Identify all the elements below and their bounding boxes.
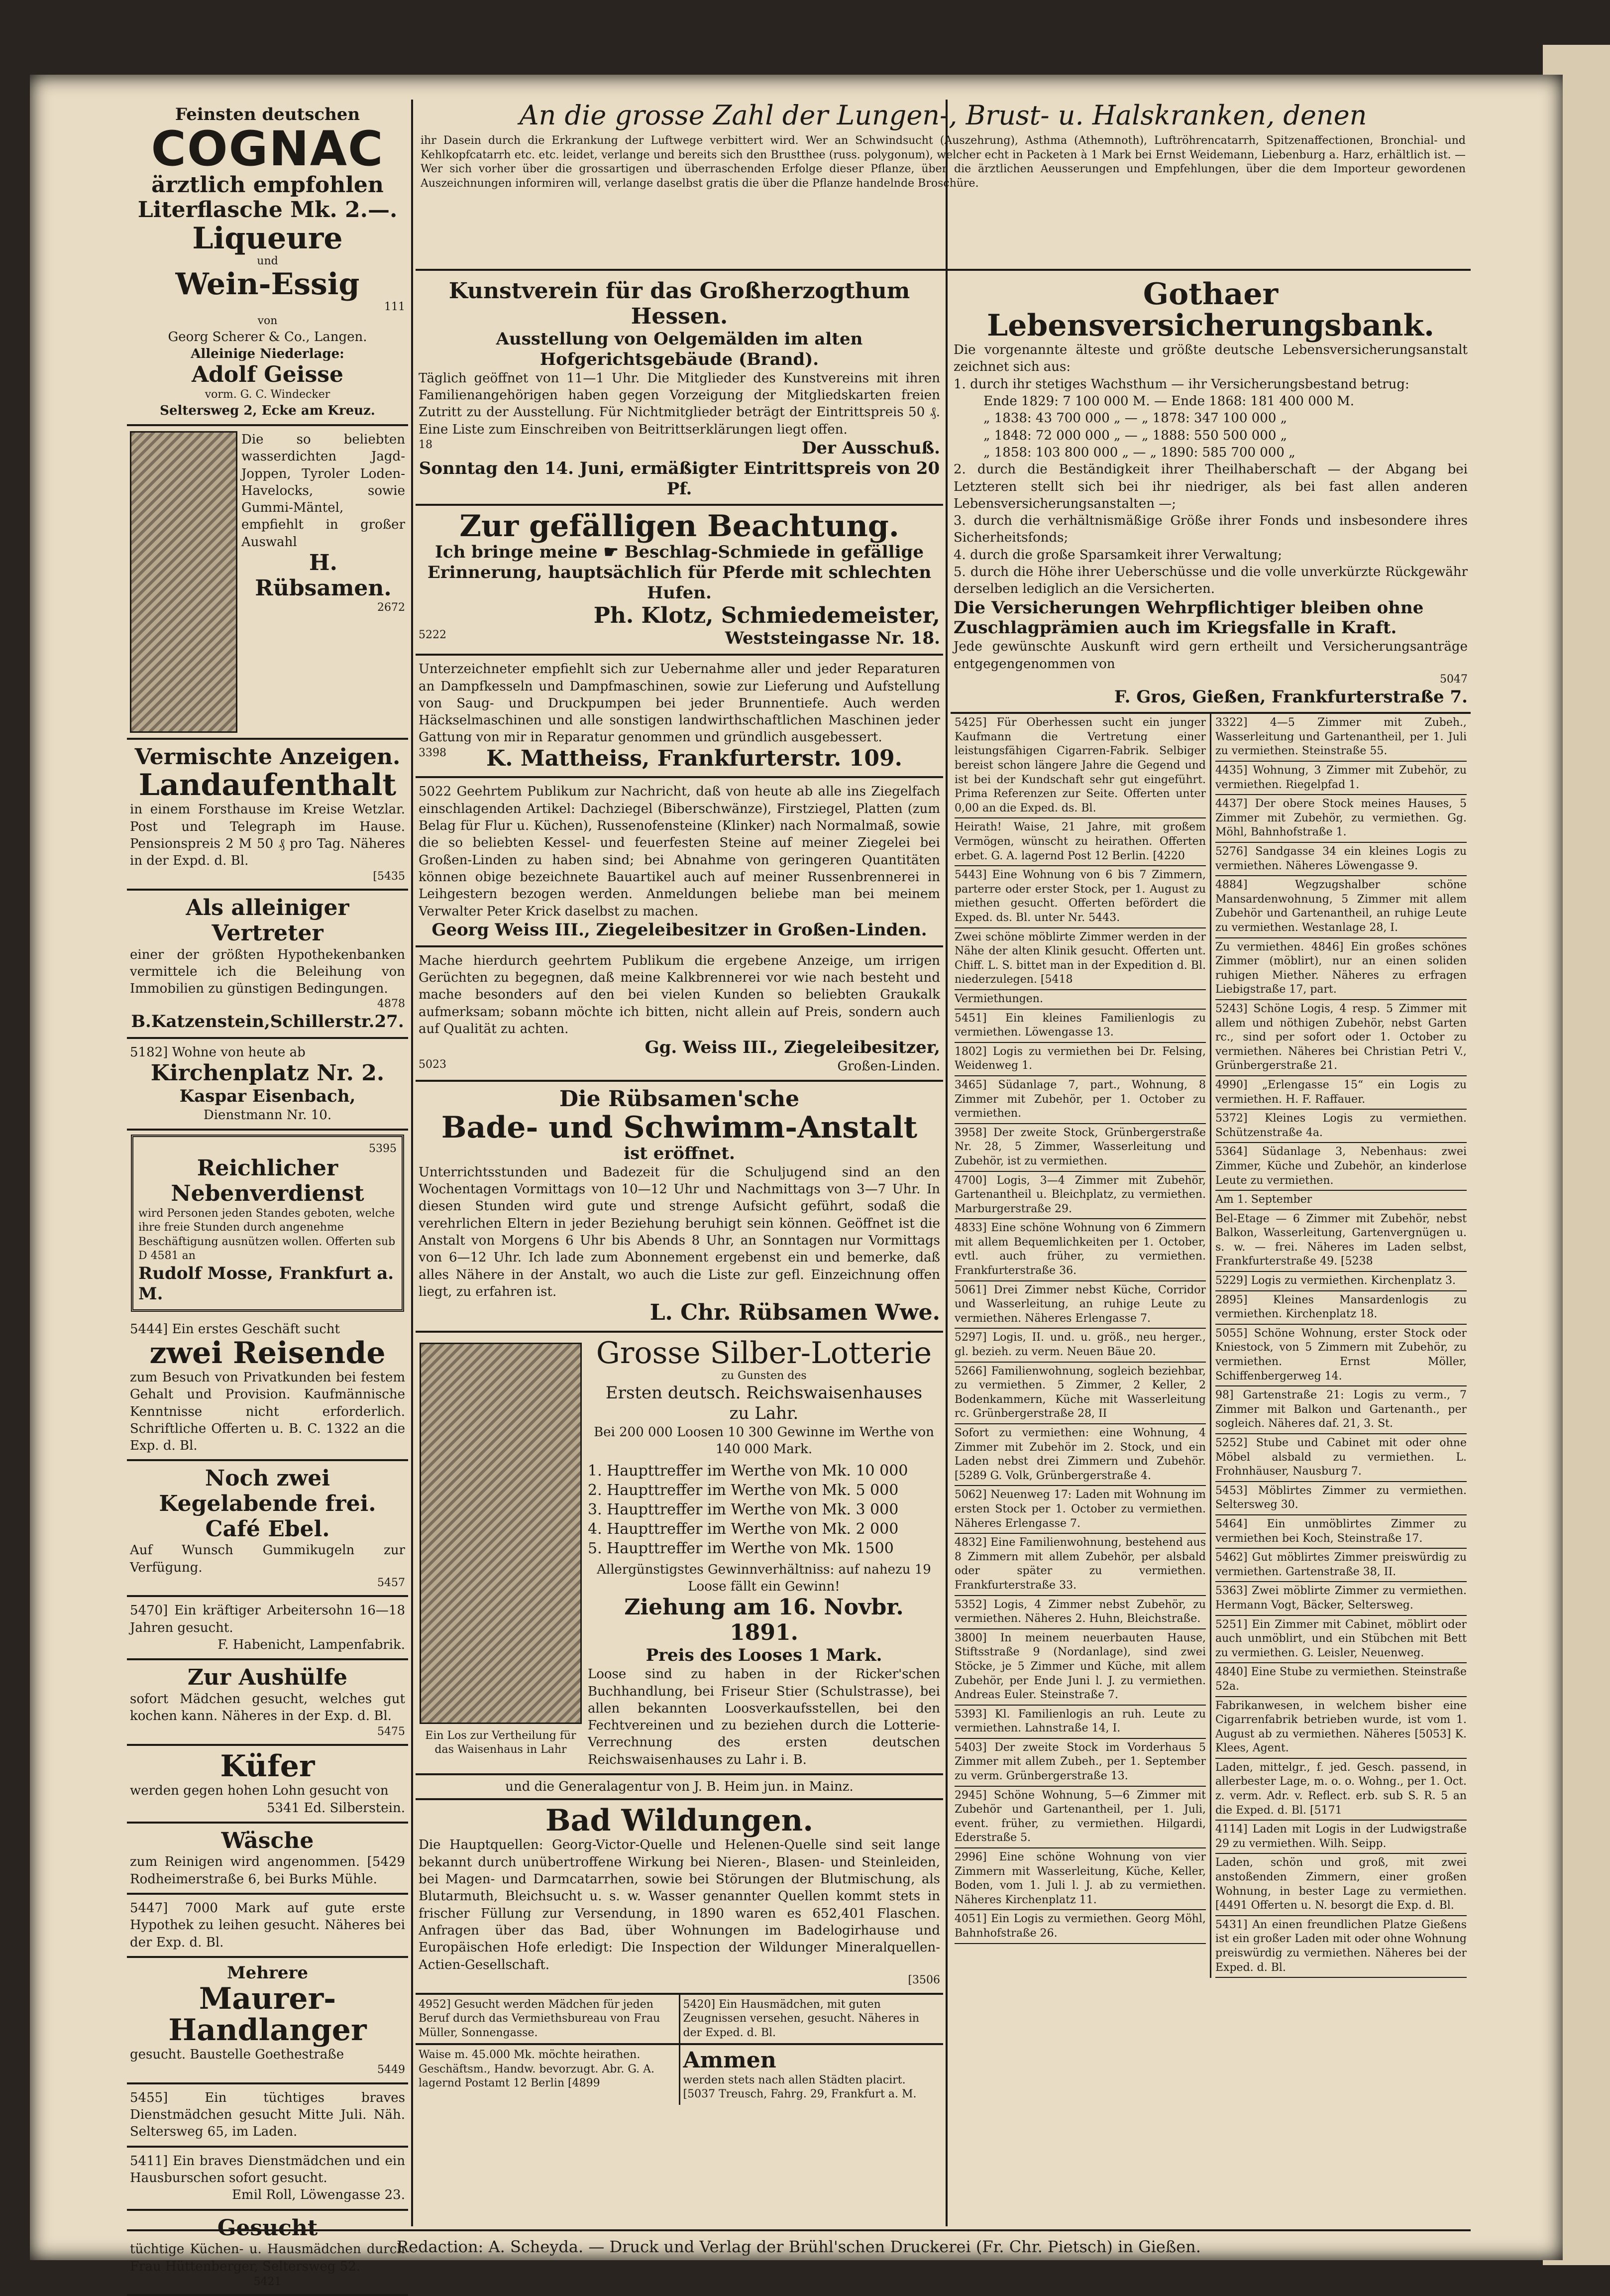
- nebenverdienst-ad: [131, 1135, 404, 1312]
- von: von: [257, 315, 278, 328]
- lot-preis: Preis des Looses 1 Mark.: [645, 1645, 882, 1666]
- gotha-1: 1. durch ihr stetiges Wachsthum — ihr Versicherungsbestand betrug:: [954, 376, 1409, 392]
- brustthee-banner: [416, 100, 1471, 271]
- ammen-text: werden stets nach allen Städten placirt. [5037 Treusch, Fahrg. 29, Frankfurt a. M.: [683, 2073, 917, 2101]
- classified-ad: Fabrikanwesen, in welchem bisher eine Cigarrenfabrik betrieben wurde, ist vom 1. August ab zu vermiethen. Näheres [5053] K. Klees, Agent.: [1215, 1697, 1467, 1759]
- man-in-coat-illustration: [130, 431, 237, 733]
- maedchen-ad: [127, 2084, 408, 2148]
- maedchen: 5455] Ein tüchtiges braves Dienstmädchen gesucht Mitte Juli. Näh. Seltersweg 65, im Laden.: [130, 2090, 405, 2140]
- lot-gunsten: zu Gunsten des: [721, 1369, 807, 1382]
- banner-text: ihr Dasein durch die Erkrankung der Luftwege verbittert wird. Wer an Schwindsucht (Auszehrung), Asthma (Athemnoth), Luftröhrencatarrh, Spitzenaffectionen, Bronchial- und Kehlkopfcatarrh etc. etc. leidet, verlange und bereits sich den Brustthee (russ. polygonum), welcher echt in Packeten à 1 Mark bei Ernst Weidemann, Liebenburg a. Harz, erhältlich ist. — Wer sich vorher über die grossartigen und überraschenden Erfolge dieser Pflanze, über die ärztlichen Aeusserungen und Empfehlungen, über die dem Importeur gewordenen Auszeichnungen informiren will, verlange daselbst gratis die über die Pflanze handelnde Broschüre.: [421, 134, 1466, 190]
- gesucht: Gesucht: [217, 2215, 318, 2241]
- schmiede-ad: [416, 506, 943, 656]
- weiss2-addr: Großen-Linden.: [837, 1059, 940, 1074]
- gotha-title: Gothaer Lebensversicherungsbank.: [987, 277, 1434, 343]
- classified-ad: 3465] Südanlage 7, part., Wohnung, 8 Zimmer mit Zubehör, per 1. October zu vermiethen.: [955, 1076, 1206, 1124]
- gothaer-ad: [951, 274, 1471, 714]
- column-left: [127, 100, 408, 2288]
- mad1: 4952] Gesucht werden Mädchen für jeden Beruf durch das Vermiethsbureau von Frau Müller, Sonnengasse.: [416, 1995, 680, 2044]
- child-with-lottery-illustration: [420, 1343, 582, 1724]
- classified-ad: 4840] Eine Stube zu vermiethen. Steinstraße 52a.: [1215, 1663, 1467, 1697]
- wildungen-ad: [416, 1800, 943, 1994]
- classified-ad: 5061] Drei Zimmer nebst Küche, Corridor und Wasserleitung, an ruhige Leute zu vermiethen. Näheres Erlengasse 7.: [955, 1281, 1206, 1329]
- classified-ad: 5297] Logis, II. und. u. größ., neu herger., gl. bezieh. zu verm. Neuen Bäue 20.: [955, 1329, 1206, 1362]
- cognac-line: ärztlich empfohlen Literflasche Mk. 2.—.: [137, 172, 398, 223]
- aush-text: sofort Mädchen gesucht, welches gut kochen kann. Näheres in der Exp. d. Bl.: [130, 1692, 405, 1724]
- eisenbach: Kaspar Eisenbach,: [179, 1086, 356, 1106]
- waesche-ad: [127, 1824, 408, 1895]
- classified-ad: 4884] Wegzugshalber schöne Mansardenwohnung, 5 Zimmer mit allem Zubehör und Gartenantheil, an ruhige Leute zu vermiethen. Westanlage 28, I.: [1215, 876, 1467, 938]
- bad-pre: Die Rübsamen'sche: [559, 1086, 800, 1112]
- classified-ad: Heirath! Waise, 21 Jahre, mit großem Vermögen, wünscht zu heirathen. Offerten erbet. G. A. lagernd Post 12 Berlin. [4220: [955, 818, 1206, 866]
- kunstverein-ad: [416, 274, 943, 506]
- wild-title: Bad Wildungen.: [545, 1803, 814, 1838]
- bad-sign: L. Chr. Rübsamen Wwe.: [649, 1300, 940, 1326]
- ad-number: 5047: [1440, 673, 1468, 686]
- ad-number: 5457: [377, 1576, 405, 1589]
- ad-number: [5435: [373, 870, 405, 883]
- classified-ad: Sofort zu vermiethen: eine Wohnung, 4 Zimmer mit Zubehör im 2. Stock, und ein Laden nebst drei Zimmern und Zubehör. [5289 G. Volk, Grünbergerstraße 4.: [955, 1424, 1206, 1486]
- vertreter-heading: Als alleiniger Vertreter: [186, 895, 349, 946]
- ausschuss: Der Ausschuß.: [801, 438, 940, 459]
- windecker: vorm. G. C. Windecker: [205, 388, 330, 401]
- land-ad: [127, 740, 408, 891]
- gesucht-text: tüchtige Küchen- u. Hausmädchen durch Frau Hüttenberger, Seltersweg 52.: [130, 2242, 405, 2274]
- gummi: Auf Wunsch Gummikugeln zur Verfügung.: [130, 1543, 405, 1575]
- lot-item: 4. Haupttreffer im Werthe von Mk. 2 000: [588, 1520, 899, 1538]
- lot-text: Loose sind zu haben in der Ricker'schen Buchhandlung, bei Friseur Stier (Schulstrasse), bei allen bekannten Loosverkaufsstellen, bei den Fechtvereinen und zu beziehen durch die Lotterie-Verrechnung des ersten deutschen Reichswaisenhauses zu Lahr i. B.: [588, 1667, 940, 1767]
- loden-name: H. Rübsamen.: [255, 550, 392, 601]
- lot-item: 3. Haupttreffer im Werthe von Mk. 3 000: [588, 1500, 899, 1518]
- classified-ad: 5364] Südanlage 3, Nebenhaus: zwei Zimmer, Küche und Zubehör, an kinderlose Leute zu vermiethen.: [1215, 1143, 1467, 1191]
- kunst-sonntag: Sonntag den 14. Juni, ermäßigter Eintrittspreis von 20 Pf.: [419, 458, 940, 499]
- lotterie-ad: [416, 1333, 943, 1775]
- mehrere: Mehrere: [226, 1963, 309, 1983]
- beachtung: Zur gefälligen Beachtung.: [459, 509, 899, 544]
- lot-title: Grosse Silber-Lotterie: [596, 1335, 932, 1371]
- ad-number: 5222: [419, 629, 446, 642]
- classified-ad: 4990] „Erlengasse 15“ ein Logis zu vermiethen. H. F. Raffauer.: [1215, 1076, 1467, 1110]
- kegel-ad: [127, 1461, 408, 1597]
- column-rule: [411, 100, 413, 2226]
- ad-number: 18: [419, 439, 432, 452]
- ad-number: 3398: [419, 746, 446, 759]
- gotha-wehr: Die Versicherungen Wehrpflichtiger bleiben ohne Zuschlagprämien auch im Kriegsfalle in Kraft.: [954, 597, 1424, 638]
- wein-essig: Wein-Essig: [175, 266, 360, 302]
- classified-ad: Laden, mittelgr., f. jed. Gesch. passend, in allerbester Lage, m. o. o. Wohng., per 1. Oct. z. verm. Adr. v. Reflect. erb. sub S. R. 5 an die Exped. d. Bl. [5171: [1215, 1759, 1467, 1821]
- classified-ad: 4051] Ein Logis zu vermiethen. Georg Möhl, Bahnhofstraße 26.: [955, 1910, 1206, 1944]
- classified-ad: 4435] Wohnung, 3 Zimmer mit Zubehör, zu vermiethen. Riegelpfad 1.: [1215, 762, 1467, 795]
- lot-item: 5. Haupttreffer im Werthe von Mk. 1500: [588, 1539, 894, 1557]
- lot-lahr: zu Lahr.: [729, 1403, 799, 1424]
- classified-ad: 5352] Logis, 4 Zimmer nebst Zubehör, zu vermiethen. Näheres 2. Huhn, Bleichstraße.: [955, 1596, 1206, 1629]
- gotha-row: „ 1858: 103 800 000 „ — „ 1890: 585 700 000 „: [983, 445, 1295, 460]
- classified-ad: Vermiethungen.: [955, 990, 1206, 1010]
- waesche-text: zum Reinigen wird angenommen. [5429 Rodheimerstraße 6, bei Burks Mühle.: [130, 1854, 405, 1887]
- kuefer-ad: [127, 1746, 408, 1824]
- classified-ad: 1802] Logis zu vermiethen bei Dr. Felsing, Weidenweg 1.: [955, 1043, 1206, 1076]
- lot-item: 2. Haupttreffer im Werthe von Mk. 5 000: [588, 1481, 899, 1499]
- small-ads-row: [416, 2045, 943, 2105]
- lot-losen: Bei 200 000 Loosen 10 300 Gewinne im Werthe von 140 000 Mark.: [594, 1425, 934, 1457]
- mattheiss: K. Mattheiss, Frankfurterstr. 109.: [486, 745, 902, 771]
- mark7000: 5447] 7000 Mark auf gute erste Hypothek zu leihen gesucht. Näheres bei der Exp. d. Bl.: [130, 1901, 405, 1950]
- gotha-row: Ende 1829: 7 100 000 M. — Ende 1868: 181 400 000 M.: [983, 393, 1354, 409]
- arb: 5470] Ein kräftiger Arbeitersohn 16—18 Jahren gesucht.: [130, 1603, 405, 1635]
- niederlage: Alleinige Niederlage:: [191, 346, 344, 362]
- bad-text: Unterrichtsstunden und Badezeit für die Schuljugend sind an den Wochentagen Vormittags von 10—12 Uhr und Nachmittags von 3—7 Uhr. In diesen Stunden wird gute und strenge Aufsicht geführt, sodaß die verehrlichen Eltern in jeder Beziehung beruhigt sein können. Geöffnet ist die Anstalt von Morgens 6 Uhr bis Abends 8 Uhr, an Sonntagen nur Vormittags von 6—12 Uhr. Ich lade zum Abonnement ergebenst ein und bemerke, daß alles Nähere in der Anstalt, wo auch die Liste zur gefl. Einzeichnung offen liegt, zu erfahren ist.: [419, 1164, 940, 1299]
- kalk-ad: [416, 947, 943, 1082]
- dienstmann: Dienstmann Nr. 10.: [203, 1107, 332, 1123]
- classified-ad: 2945] Schöne Wohnung, 5—6 Zimmer mit Zubehör und Gartenantheil, per 1. Juli, event. früher, zu vermiethen. Hilgardi, Ederstraße 5.: [955, 1787, 1206, 1848]
- gotha-intro: Die vorgenannte älteste und größte deutsche Lebensversicherungsanstalt zeichnet sich aus:: [954, 343, 1468, 375]
- classified-ad: 5425] Für Oberhessen sucht ein junger Kaufmann die Vertretung einer leistungsfähigen Cigarren-Fabrik. Selbiger bereist schon längere Jahre die Gegend und ist bei der Kundschaft sehr gut eingeführt. Prima Referenzen zur Seite. Offerten unter 0,00 an die Exped. ds. Bl.: [955, 714, 1206, 818]
- classified-ad: 5431] An einen freundlichen Platze Gießens ist ein großer Laden mit oder ohne Wohnung preiswürdig zu vermiethen. Näheres bei der Exped. d. Bl.: [1215, 1916, 1467, 1978]
- mattheiss-ad: [416, 656, 943, 778]
- classified-ad: 5443] Eine Wohnung von 6 bis 7 Zimmern, parterre oder erster Stock, per 1. August zu miethen gesucht. Offerten befördert die Exped. ds. Bl. unter Nr. 5443.: [955, 866, 1206, 928]
- waise: Waise m. 45.000 Mk. möchte heirathen. Geschäftsm., Handw. bevorzugt. Abr. G. A. lagernd Postamt 12 Berlin [4899: [416, 2045, 680, 2105]
- kuefer-text: werden gegen hohen Lohn gesucht von: [130, 1783, 389, 1799]
- reisende-text: zum Besuch von Privatkunden bei festem Gehalt und Provision. Kaufmännische Kenntnisse nicht erforderlich. Schriftliche Offerten u. B. C. 1322 an die Exp. d. Bl.: [130, 1370, 405, 1454]
- classified-ad: 5276] Sandgasse 34 ein kleines Logis zu vermiethen. Näheres Löwengasse 9.: [1215, 843, 1467, 876]
- und: und: [257, 254, 278, 267]
- classified-ad: 3958] Der zweite Stock, Grünbergerstraße Nr. 28, 5 Zimmer, Wasserleitung und Zubehör, ist zu vermiethen.: [955, 1124, 1206, 1172]
- column-right: [951, 274, 1471, 2226]
- kalk-text: Mache hierdurch geehrtem Publikum die ergebene Anzeige, um irrigen Gerüchten zu begegnen, daß meine Kalkbrennerei vor wie nach besteht und mache besonders auf den bei vielen Kunden so beliebten Graukalk aufmerksam; sobann möchte ich bitten, nicht allein auf Preis, sondern auch auf Qualität zu achten.: [419, 953, 940, 1036]
- classified-ad: 5464] Ein unmöblirtes Zimmer zu vermiethen bei Koch, Steinstraße 17.: [1215, 1515, 1467, 1549]
- maurer: Maurer-Handlanger: [168, 1981, 367, 2048]
- classified-ad: 4700] Logis, 3—4 Zimmer mit Zubehör, Gartenantheil u. Bleichplatz, zu vermiethen. Marburgerstraße 29.: [955, 1172, 1206, 1220]
- kunst-sub: Ausstellung von Oelgemälden im alten Hofgerichtsgebäude (Brand).: [496, 329, 863, 369]
- weiss1: Georg Weiss III., Ziegeleibesitzer in Großen-Linden.: [431, 919, 927, 940]
- beach-text: Ich bringe meine ☛ Beschlag-Schmiede in gefällige Erinnerung, hauptsächlich für Pferde mit schlechten Hufen.: [427, 542, 932, 603]
- habenicht: F. Habenicht, Lampenfabrik.: [217, 1637, 405, 1653]
- kirchenplatz: Kirchenplatz Nr. 2.: [150, 1060, 385, 1086]
- ad-number: 5421: [253, 2275, 282, 2288]
- kunst-title: Kunstverein für das Großherzogthum Hessen.: [448, 278, 910, 329]
- banner-script: An die grosse Zahl der Lungen-, Brust- u. Halskranken, denen: [519, 100, 1367, 131]
- reisende-ad: [127, 1316, 408, 1462]
- ad-number: [3506: [908, 1973, 940, 1986]
- lot-list: [588, 1461, 940, 1558]
- katzenstein: B.Katzenstein,Schillerstr.27.: [131, 1012, 404, 1032]
- bade-ad: [416, 1082, 943, 1332]
- reich-text: wird Personen jeden Standes geboten, welche ihre freie Stunden durch angenehme Beschäftigung ausnützen wollen. Offerten sub D 4581 an: [138, 1207, 396, 1263]
- ziegel-ad: [416, 778, 943, 947]
- classified-ad: 4114] Laden mit Logis in der Ludwigstraße 29 zu vermiethen. Wilh. Seipp.: [1215, 1821, 1467, 1854]
- ad-number: 5395: [369, 1142, 397, 1155]
- reisende-pre: 5444] Ein erstes Geschäft sucht: [130, 1321, 340, 1337]
- gotha-3: 3. durch die verhältnismäßige Größe ihrer Fonds und insbesondere ihres Sicherheitsfonds;: [954, 513, 1468, 546]
- loden-text: Die so beliebten wasserdichten Jagd-Joppen, Tyroler Loden-Havelocks, sowie Gummi-Mäntel, empfiehlt in großer Auswahl: [241, 432, 405, 550]
- scherer: Georg Scherer & Co., Langen.: [168, 329, 367, 344]
- classified-ad: 5462] Gut möblirtes Zimmer preiswürdig zu vermiethen. Gartenstraße 38, II.: [1215, 1549, 1467, 1582]
- classifieds-right: [1211, 714, 1471, 1978]
- land-heading: Landaufenthalt: [138, 768, 397, 803]
- maurer-ad: [127, 1958, 408, 2084]
- classifieds-left: [951, 714, 1211, 1978]
- classified-ad: 2996] Eine schöne Wohnung von vier Zimmern mit Wasserleitung, Küche, Keller, Boden, vom 1. Juli l. J. ab zu vermiethen. Näheres Kirchenplatz 11.: [955, 1848, 1206, 1910]
- classified-ad: 5403] Der zweite Stock im Vorderhaus 5 Zimmer mit allem Zubeh., per 1. September zu verm. Grünbergerstraße 13.: [955, 1739, 1206, 1787]
- cognac-ad: [127, 100, 408, 426]
- classified-ad: Am 1. September: [1215, 1191, 1467, 1210]
- small-ads-row: [416, 1995, 943, 2046]
- cognac-top: Feinsten deutschen: [175, 105, 360, 124]
- gotha-row: „ 1848: 72 000 000 „ — „ 1888: 550 500 000 „: [983, 428, 1288, 443]
- classified-ad: Laden, schön und groß, mit zwei anstoßenden Zimmern, einer großen Wohnung, in bester Lage zu vermiethen. [4491 Offerten u. N. besorgt die Exp. d. Bl.: [1215, 1854, 1467, 1916]
- gotha-row: „ 1838: 43 700 000 „ — „ 1878: 347 100 000 „: [983, 411, 1288, 426]
- lot-gen: und die Generalagentur von J. B. Heim jun. in Mainz.: [416, 1775, 943, 1800]
- lot-item: 1. Haupttreffer im Werthe von Mk. 10 000: [588, 1462, 908, 1480]
- vertreter-ad: [127, 891, 408, 1039]
- illustration-caption: Ein Los zur Vertheilung für das Waisenhaus in Lahr: [425, 1729, 576, 1756]
- bad-open: ist eröffnet.: [624, 1143, 735, 1163]
- kunst-text: Täglich geöffnet von 11—1 Uhr. Die Mitglieder des Kunstvereins mit ihren Familienangehörigen haben gegen Vorzeigung der Mitgliedskarten freien Zutritt zu der Ausstellung. Für Nichtmitglieder beträgt der Eintrittspreis 50 ₰. Eine Liste zum Einschreiben von Beitrittserklärungen liegt offen.: [419, 370, 940, 437]
- classified-ad: 4833] Eine schöne Wohnung von 6 Zimmern mit allem Bequemlichkeiten per 1. October, evtl. auch früher, zu vermiethen. Frankfurterstraße 36.: [955, 1219, 1206, 1281]
- ammen: Ammen: [683, 2048, 776, 2073]
- haus: 5411] Ein braves Dienstmädchen und ein Hausburschen sofort gesucht.: [130, 2153, 405, 2185]
- classified-ad: 5243] Schöne Logis, 4 resp. 5 Zimmer mit allem und nöthigen Zubehör, nebst Garten rc., sind per sofort oder 1. October zu vermiethen. Näheres bei Christian Petri V., Grünbergerstraße 21.: [1215, 1000, 1467, 1076]
- classified-ad: 5252] Stube und Cabinet mit oder ohne Möbel alsbald zu vermiethen. L. Frohnhäuser, Nausburg 7.: [1215, 1434, 1467, 1482]
- gotha-2: 2. durch die Beständigkeit ihrer Theilhaberschaft — der Abgang bei Letzteren stellt sich bei ihr niedriger, als bei fast allen anderen Lebensversicherungsanstalten —;: [954, 462, 1468, 511]
- classified-ad: 5453] Möblirtes Zimmer zu vermiethen. Seltersweg 30.: [1215, 1482, 1467, 1515]
- aushuelfe: Zur Aushülfe: [187, 1665, 348, 1691]
- classified-ad: Zwei schöne möblirte Zimmer werden in der Nähe der alten Klinik gesucht. Offerten unt. Chiff. L. S. bittet man in der Expedition d. Bl. niederzulegen. [5418: [955, 928, 1206, 990]
- maurer-text: gesucht. Baustelle Goethestraße: [130, 2047, 344, 2062]
- wild-text: Die Hauptquellen: Georg-Victor-Quelle und Helenen-Quelle sind seit lange bekannt durch unübertroffene Wirkung bei Nieren-, Blasen- und Steinleiden, bei Magen- und Darmcatarrhen, sowie bei Störungen der Blutmischung, als Blutarmuth, Bleichsucht u. s. w. Wasser genannter Quellen kommt stets in frischer Füllung zur Versendung, in 1890 waren es 652,401 Flaschen. Anfragen über das Bad, über Wohnungen im Badelogirhause und Europäischen Hofe erledigt: Die Inspection der Wildunger Mineralquellen-Actien-Gesellschaft.: [419, 1837, 940, 1972]
- lot-haus: Ersten deutsch. Reichswaisenhauses: [605, 1383, 923, 1403]
- classified-ad: 5266] Familienwohnung, sogleich beziehbar, zu vermiethen. 5 Zimmer, 2 Keller, 2 Bodenkammern, Küche mit Wasserleitung rc. Grünbergerstraße 28, II: [955, 1363, 1206, 1424]
- classified-ad: 98] Gartenstraße 21: Logis zu verm., 7 Zimmer mit Balkon und Gartenanth., per sogleich. Näheres daf. 21, 3. St.: [1215, 1386, 1467, 1434]
- cognac-word: COGNAC: [151, 120, 384, 177]
- ad-number: 4878: [377, 998, 405, 1011]
- ad-number: 5449: [377, 2064, 405, 2076]
- classified-ad: Bel-Etage — 6 Zimmer mit Zubehör, nebst Balkon, Wasserleitung, Gartenvergnügen u. s. w. — frei. Näheres im Laden selbst, Frankfurterstraße 49. [5238: [1215, 1210, 1467, 1272]
- klotz-addr: Weststeingasse Nr. 18.: [725, 628, 940, 649]
- ad-number: 5475: [377, 1725, 405, 1738]
- imprint-footer: Redaction: A. Scheyda. — Druck und Verlag der Brühl'schen Druckerei (Fr. Chr. Pietsch) in Gießen.: [127, 2229, 1471, 2256]
- classified-ad: 5251] Ein Zimmer mit Cabinet, möblirt oder auch unmöblirt, und ein Stübchen mit Bett zu vermiethen. G. Leisler, Neuenweg.: [1215, 1616, 1467, 1664]
- classified-ad: Zu vermiethen. 4846] Ein großes schönes Zimmer (möblirt), nur an einen soliden ruhigen Miether. Näheres zu erfragen Liebigstraße 17, part.: [1215, 938, 1467, 1000]
- waesche: Wäsche: [221, 1828, 314, 1853]
- klotz: Ph. Klotz, Schmiedemeister,: [593, 602, 940, 628]
- lot-ziehung: Ziehung am 16. Novbr. 1891.: [624, 1595, 904, 1645]
- liqueure: Liqueure: [192, 221, 343, 256]
- mattheiss-text: Unterzeichneter empfiehlt sich zur Uebernahme aller und jeder Reparaturen an Dampfkesseln und Dampfmaschinen, sowie zur Lieferung und Aufstellung von Saug- und Druckpumpen bei jeder Brunnentiefe. Auch werden Häckselmaschinen und alle sonstigen landwirthschaftlichen Maschinen jeder Gattung von mir in Reparatur genommen und gründlich ausgebessert.: [419, 662, 940, 745]
- ad-number: 5023: [419, 1058, 446, 1071]
- lot-verh: Allergünstigstes Gewinnverhältniss: auf nahezu 19 Loose fällt ein Gewinn!: [597, 1562, 931, 1594]
- column-middle: [416, 274, 943, 2226]
- classified-ad: 4832] Eine Familienwohnung, bestehend aus 8 Zimmern mit allem Zubehör, per alsbald oder später zu vermiethen. Frankfurterstraße 33.: [955, 1534, 1206, 1596]
- gotha-sign: F. Gros, Gießen, Frankfurterstraße 7.: [1114, 687, 1468, 707]
- classified-ad: 5372] Kleines Logis zu vermiethen. Schützenstraße 4a.: [1215, 1110, 1467, 1143]
- mosse: Rudolf Mosse, Frankfurt a. M.: [138, 1263, 394, 1304]
- arbeiter-ad: [127, 1597, 408, 1660]
- ad-number: 2672: [377, 601, 405, 614]
- mad2: 5420] Ein Hausmädchen, mit guten Zeugnissen versehen, gesucht. Näheres in der Exped. d. Bl.: [683, 1998, 920, 2039]
- classified-ad: 5393] Kl. Familienlogis an ruh. Leute zu vermiethen. Lahnstraße 14, I.: [955, 1706, 1206, 1739]
- roll: Emil Roll, Löwengasse 23.: [231, 2187, 405, 2203]
- classified-ad: 5363] Zwei möblirte Zimmer zu vermiethen. Hermann Vogt, Bäcker, Seltersweg.: [1215, 1582, 1467, 1615]
- classified-ad: 5451] Ein kleines Familienlogis zu vermiethen. Löwengasse 13.: [955, 1010, 1206, 1043]
- silberstein: 5341 Ed. Silberstein.: [267, 1800, 405, 1816]
- kirch-pre: 5182] Wohne von heute ab: [130, 1044, 306, 1060]
- reich-title: Reichlicher Nebenverdienst: [171, 1155, 364, 1207]
- classified-ad: 2895] Kleines Mansardenlogis zu vermiethen. Kirchenplatz 18.: [1215, 1291, 1467, 1325]
- land-text: in einem Forsthause im Kreise Wetzlar. Post und Telegraph im Hause. Pensionspreis 2 M 50 ₰ pro Tag. Näheres in der Expd. d. Bl.: [130, 802, 405, 869]
- gotha-5: 5. durch die Höhe ihrer Ueberschüsse und die volle unverkürzte Rückgewähr derselben lediglich an die Versicherten.: [954, 565, 1468, 597]
- classified-ad: 5229] Logis zu vermiethen. Kirchenplatz 3.: [1215, 1272, 1467, 1291]
- bad-title: Bade- und Schwimm-Anstalt: [441, 1110, 918, 1145]
- classified-ad: 5062] Neuenweg 17: Laden mit Wohnung im ersten Stock per 1. October zu vermiethen. Näheres Erlengasse 7.: [955, 1486, 1206, 1534]
- kirchenplatz-ad: [127, 1039, 408, 1131]
- ebel: Café Ebel.: [205, 1516, 330, 1542]
- classified-ad: 3322] 4—5 Zimmer mit Zubeh., Wasserleitung und Gartenantheil, per 1. Juli zu vermiethen. Steinstraße 55.: [1215, 714, 1467, 762]
- geisse: Adolf Geisse: [191, 362, 344, 388]
- column-rule: [946, 100, 948, 2226]
- loden-ad: [127, 426, 408, 740]
- weiss2: Gg. Weiss III., Ziegeleibesitzer,: [644, 1037, 940, 1058]
- classified-ad: 5055] Schöne Wohnung, erster Stock oder Kniestock, von 5 Zimmern mit Zubehör, zu vermiethen. Ernst Möller, Schiffenbergerweg 14.: [1215, 1325, 1467, 1386]
- gotha-ausk: Jede gewünschte Auskunft wird gern ertheilt und Versicherungsanträge entgegengenommen von: [954, 639, 1468, 672]
- weiss-text: 5022 Geehrtem Publikum zur Nachricht, daß von heute ab alle ins Ziegelfach einschlagenden Artikel: Dachziegel (Biberschwänze), Firstziegel, Platten (zum Belag für Flur u. Küchen), Russenofensteine (Klinker) nach Normalmaß, sowie die so beliebten Kessel- und feuerfesten Steine auf meiner Ziegelei bei Großen-Linden zu haben sind; bei Abnahme von geringeren Quantitäten können obige bezeichnete Bauartikel auch auf meiner Russenbrennerei in Leihgestern bezogen werden. Anmeldungen beliebe man bei meinem Verwalter Peter Krick daselbst zu machen.: [419, 784, 940, 919]
- hypothek-ad: [127, 1895, 408, 1958]
- ad-number: 111: [384, 300, 405, 313]
- seltersweg: Seltersweg 2, Ecke am Kreuz.: [160, 403, 375, 418]
- aushuelfe-ad: [127, 1660, 408, 1746]
- classified-ad: 3800] In meinem neuerbauten Hause, Stiftsstraße 9 (Nordanlage), sind zwei Stöcke, je 5 Zimmer und Küche, mit allem Zubehör, per Ende Juni l. J. zu vermiethen. Andreas Euler. Steinstraße 7.: [955, 1629, 1206, 1706]
- kuefer: Küfer: [220, 1749, 315, 1784]
- vertreter-text: einer der größten Hypothekenbanken vermittele ich die Beleihung von Immobilien zu günstigen Bedingungen.: [130, 947, 405, 997]
- kegel: Noch zwei Kegelabende frei.: [159, 1466, 376, 1517]
- classified-ad: 4437] Der obere Stock meines Hauses, 5 Zimmer mit Zubehör, zu vermiethen. Gg. Möhl, Bahnhofstraße 1.: [1215, 795, 1467, 843]
- reisende: zwei Reisende: [149, 1335, 386, 1371]
- gotha-4: 4. durch die große Sparsamkeit ihrer Verwaltung;: [954, 547, 1283, 563]
- section-heading: Vermischte Anzeigen.: [134, 744, 401, 770]
- haus-ad: [127, 2148, 408, 2211]
- classifieds: [951, 714, 1471, 1978]
